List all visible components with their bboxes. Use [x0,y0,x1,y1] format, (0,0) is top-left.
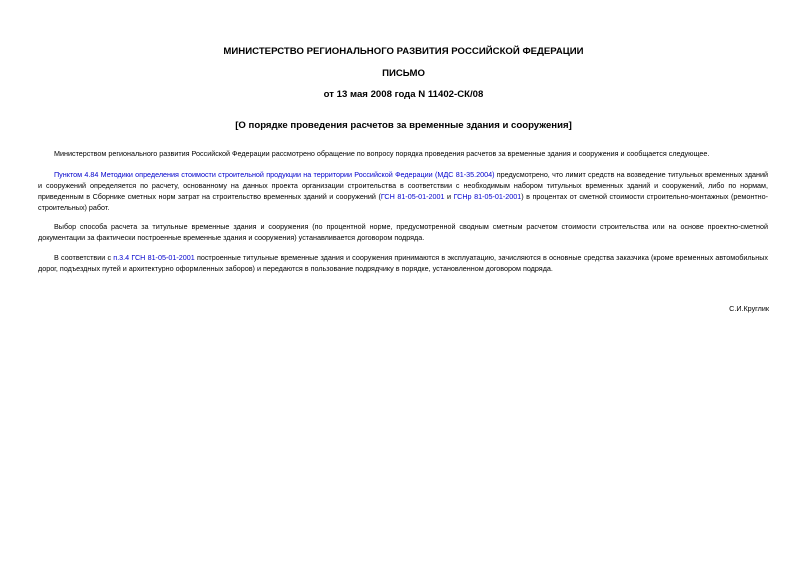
mds-81-35-link[interactable]: Пунктом 4.84 Методики определения стоимости строительной продукции на территории Российской Федерации (МДС 81-35.2004) [54,170,495,179]
paragraph-2-text-2: и [444,192,454,201]
paragraph-4-text-1: В соответствии с [54,253,114,262]
ministry-heading: МИНИСТЕРСТВО РЕГИОНАЛЬНОГО РАЗВИТИЯ РОССИЙСКОЙ ФЕДЕРАЦИИ [223,46,584,57]
document-type-heading: ПИСЬМО [382,68,425,79]
paragraph-2-text-1: предусмотрено, что лимит средств на возведение титульных временных зданий и сооружений определяется по расчету, основанному на данных проекта организации строительства в соответствии с необходимым набором титульных временных зданий и сооружений, либо по нормам, приведенным в Сборнике сметных норм затрат на строительство временных зданий и сооружений ( [38,170,769,201]
paragraph-4 [38,252,768,274]
gsn-81-05-01-2001-link[interactable]: ГСН 81-05-01-2001 [380,192,445,201]
signature: С.И.Круглик [729,304,769,313]
paragraph-3: Выбор способа расчета за титульные временные здания и сооружения (по процентной норме, предусмотренной сводным сметным расчетом стоимости строительства или на основе проектно-сметной документации за фактически построенные временные здания и сооружения) устанавливается договором подряда. [38,222,768,242]
gsn-clause-3-4-link[interactable]: п.3.4 ГСН 81-05-01-2001 [113,253,195,262]
paragraph-2-text-3: ) в процентах от сметной стоимости строительно-монтажных (ремонтно-строительных) работ. [38,192,768,212]
paragraph-2 [38,169,768,213]
paragraph-1: Министерством регионального развития Российской Федерации рассмотрено обращение по вопросу порядка проведения расчетов за временные здания и сооружения и сообщается следующее. [54,149,710,158]
date-number-heading: от 13 мая 2008 года N 11402-СК/08 [323,89,484,100]
subject-heading: [О порядке проведения расчетов за временные здания и сооружения] [235,120,572,131]
gsnr-81-05-01-2001-link[interactable]: ГСНр 81-05-01-2001 [453,192,522,201]
paragraph-4-text-2: построенные титульные временные здания и сооружения принимаются в эксплуатацию, зачисляются в основные средства заказчика (кроме временных автомобильных дорог, подъездных путей и архитектурно оформленных заборов) и передаются в пользование подрядчику в порядке, установленном договором подряда. [38,253,768,273]
